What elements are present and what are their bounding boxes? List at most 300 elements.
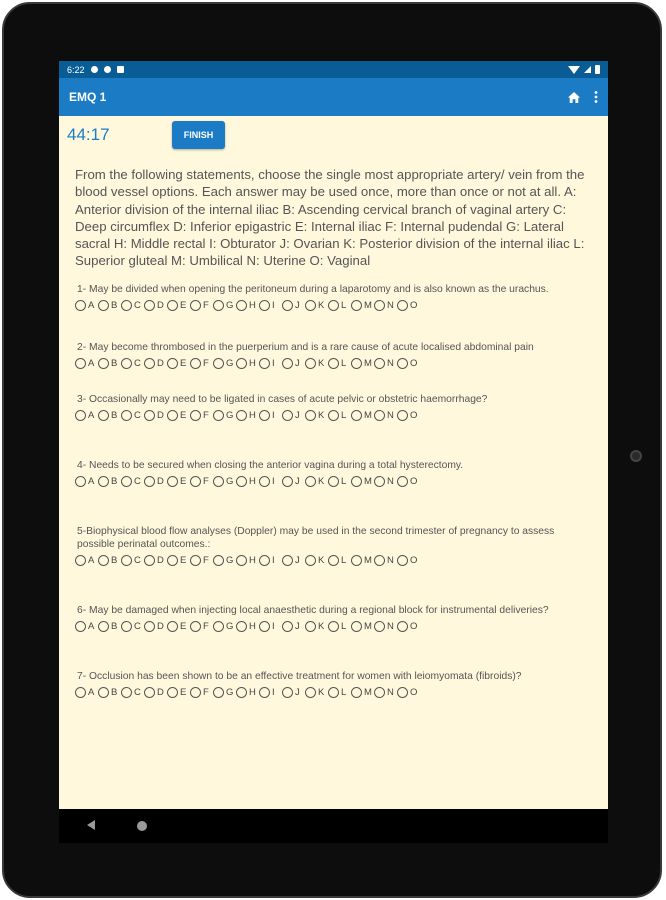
option-letter: O [410, 555, 418, 567]
question-text: 3- Occasionally may need to be ligated in cases of acute pelvic or obstetric haemorrhage? [77, 393, 488, 405]
finish-button[interactable]: FINISH [172, 121, 225, 149]
answer-option-g[interactable] [213, 300, 234, 311]
option-letter: L [341, 410, 347, 422]
radio-button[interactable] [121, 358, 132, 369]
radio-button[interactable] [144, 410, 155, 421]
radio-button[interactable] [328, 358, 339, 369]
answer-options [75, 409, 592, 423]
radio-button[interactable] [374, 410, 385, 421]
radio-button[interactable] [328, 410, 339, 421]
radio-button[interactable] [236, 621, 247, 632]
answer-option-j[interactable] [282, 358, 303, 369]
radio-button[interactable] [75, 621, 86, 632]
radio-button[interactable] [282, 555, 293, 566]
timer-row [59, 116, 608, 154]
answer-option-a[interactable] [75, 555, 96, 566]
radio-button[interactable] [305, 358, 316, 369]
answer-option-n[interactable] [374, 555, 395, 566]
radio-button[interactable] [259, 476, 270, 487]
answer-option-l[interactable] [328, 410, 349, 421]
radio-button[interactable] [190, 410, 201, 421]
radio-button[interactable] [259, 555, 270, 566]
answer-option-h[interactable] [236, 358, 257, 369]
radio-button[interactable] [282, 621, 293, 632]
option-letter: J [295, 410, 300, 422]
radio-button[interactable] [282, 300, 293, 311]
radio-button[interactable] [374, 358, 385, 369]
answer-option-k[interactable] [305, 687, 326, 698]
radio-button[interactable] [328, 621, 339, 632]
option-letter: G [226, 476, 234, 488]
radio-button[interactable] [121, 476, 132, 487]
radio-button[interactable] [282, 476, 293, 487]
option-letter: C [134, 476, 141, 488]
answer-option-l[interactable] [328, 476, 349, 487]
option-letter: B [111, 621, 118, 633]
answer-option-d[interactable] [144, 476, 165, 487]
option-letter: N [387, 358, 394, 370]
option-letter: D [157, 410, 164, 422]
radio-button[interactable] [397, 476, 408, 487]
question-item [75, 341, 592, 371]
radio-button[interactable] [236, 476, 247, 487]
answer-option-l[interactable] [328, 687, 349, 698]
option-letter: J [295, 476, 300, 488]
answer-option-c[interactable] [121, 300, 142, 311]
option-letter: N [387, 476, 394, 488]
answer-option-g[interactable] [213, 687, 234, 698]
answer-option-f[interactable] [190, 300, 211, 311]
answer-option-k[interactable] [305, 410, 326, 421]
answer-option-j[interactable] [282, 476, 303, 487]
radio-button[interactable] [282, 358, 293, 369]
system-nav-bar [59, 809, 608, 843]
radio-button[interactable] [213, 300, 224, 311]
option-letter: G [226, 621, 234, 633]
answer-option-i[interactable] [259, 555, 280, 566]
radio-button[interactable] [121, 555, 132, 566]
option-letter: B [111, 555, 118, 567]
radio-button[interactable] [98, 300, 109, 311]
answer-option-f[interactable] [190, 476, 211, 487]
option-letter: F [203, 621, 209, 633]
option-letter: J [295, 555, 300, 567]
radio-button[interactable] [259, 358, 270, 369]
answer-option-m[interactable] [351, 358, 372, 369]
option-letter: H [249, 687, 256, 699]
answer-option-k[interactable] [305, 555, 326, 566]
answer-option-b[interactable] [98, 300, 119, 311]
option-letter: J [295, 621, 300, 633]
answer-option-c[interactable] [121, 358, 142, 369]
option-letter: C [134, 687, 141, 699]
answer-option-m[interactable] [351, 410, 372, 421]
radio-button[interactable] [259, 687, 270, 698]
option-letter: D [157, 621, 164, 633]
radio-button[interactable] [75, 358, 86, 369]
option-letter: G [226, 555, 234, 567]
option-letter: O [410, 687, 418, 699]
option-letter: A [88, 358, 95, 370]
answer-option-o[interactable] [397, 300, 418, 311]
answer-option-h[interactable] [236, 410, 257, 421]
answer-option-d[interactable] [144, 621, 165, 632]
radio-button[interactable] [98, 555, 109, 566]
answer-option-k[interactable] [305, 476, 326, 487]
radio-button[interactable] [236, 687, 247, 698]
option-letter: C [134, 410, 141, 422]
radio-button[interactable] [144, 358, 155, 369]
settings-notification-icon [91, 66, 98, 73]
answer-option-j[interactable] [282, 621, 303, 632]
question-list [59, 154, 608, 700]
option-letter: N [387, 300, 394, 312]
option-letter: L [341, 621, 347, 633]
answer-option-d[interactable] [144, 555, 165, 566]
option-letter: A [88, 476, 95, 488]
radio-button[interactable] [351, 300, 362, 311]
answer-option-e[interactable] [167, 476, 188, 487]
answer-option-n[interactable] [374, 410, 395, 421]
answer-option-e[interactable] [167, 358, 188, 369]
radio-button[interactable] [305, 687, 316, 698]
radio-button[interactable] [75, 687, 86, 698]
radio-button[interactable] [351, 410, 362, 421]
radio-button[interactable] [190, 687, 201, 698]
question-item [75, 670, 592, 700]
answer-option-c[interactable] [121, 476, 142, 487]
radio-button[interactable] [374, 621, 385, 632]
radio-button[interactable] [259, 410, 270, 421]
option-letter: O [410, 476, 418, 488]
camera-icon [630, 450, 642, 462]
answer-option-e[interactable] [167, 687, 188, 698]
home-circle-icon[interactable] [137, 821, 147, 831]
answer-option-m[interactable] [351, 555, 372, 566]
option-letter: E [180, 687, 187, 699]
radio-button[interactable] [213, 476, 224, 487]
option-letter: F [203, 300, 209, 312]
answer-option-f[interactable] [190, 358, 211, 369]
option-letter: G [226, 300, 234, 312]
option-letter: A [88, 621, 95, 633]
radio-button[interactable] [351, 621, 362, 632]
radio-button[interactable] [259, 621, 270, 632]
radio-button[interactable] [121, 410, 132, 421]
radio-button[interactable] [351, 476, 362, 487]
answer-option-k[interactable] [305, 621, 326, 632]
radio-button[interactable] [374, 476, 385, 487]
radio-button[interactable] [75, 410, 86, 421]
answer-option-j[interactable] [282, 300, 303, 311]
answer-option-f[interactable] [190, 621, 211, 632]
option-letter: I [272, 410, 275, 422]
answer-option-c[interactable] [121, 555, 142, 566]
answer-option-m[interactable] [351, 476, 372, 487]
radio-button[interactable] [397, 300, 408, 311]
radio-button[interactable] [374, 555, 385, 566]
home-icon[interactable] [568, 92, 580, 103]
answer-option-a[interactable] [75, 410, 96, 421]
back-icon[interactable] [87, 820, 95, 830]
answer-option-c[interactable] [121, 410, 142, 421]
radio-button[interactable] [144, 687, 155, 698]
radio-button[interactable] [98, 621, 109, 632]
answer-option-d[interactable] [144, 410, 165, 421]
answer-option-g[interactable] [213, 410, 234, 421]
radio-button[interactable] [121, 621, 132, 632]
answer-option-h[interactable] [236, 621, 257, 632]
answer-option-m[interactable] [351, 300, 372, 311]
radio-button[interactable] [236, 555, 247, 566]
radio-button[interactable] [167, 476, 178, 487]
answer-option-a[interactable] [75, 476, 96, 487]
radio-button[interactable] [397, 410, 408, 421]
answer-option-m[interactable] [351, 621, 372, 632]
answer-option-e[interactable] [167, 621, 188, 632]
answer-option-f[interactable] [190, 687, 211, 698]
option-letter: I [272, 621, 275, 633]
radio-button[interactable] [190, 621, 201, 632]
radio-button[interactable] [305, 555, 316, 566]
radio-button[interactable] [75, 555, 86, 566]
answer-option-j[interactable] [282, 410, 303, 421]
radio-button[interactable] [328, 476, 339, 487]
answer-option-n[interactable] [374, 300, 395, 311]
option-letter: I [272, 358, 275, 370]
radio-button[interactable] [305, 621, 316, 632]
radio-button[interactable] [190, 358, 201, 369]
status-bar [59, 61, 608, 78]
answer-option-i[interactable] [259, 476, 280, 487]
radio-button[interactable] [328, 687, 339, 698]
radio-button[interactable] [374, 300, 385, 311]
question-text: 4- Needs to be secured when closing the anterior vagina during a total hysterectomy. [77, 459, 464, 471]
radio-button[interactable] [144, 300, 155, 311]
radio-button[interactable] [98, 476, 109, 487]
answer-option-o[interactable] [397, 555, 418, 566]
answer-option-d[interactable] [144, 358, 165, 369]
answer-option-d[interactable] [144, 300, 165, 311]
option-letter: H [249, 476, 256, 488]
answer-option-i[interactable] [259, 687, 280, 698]
answer-option-l[interactable] [328, 358, 349, 369]
option-letter: D [157, 358, 164, 370]
answer-option-o[interactable] [397, 358, 418, 369]
radio-button[interactable] [167, 687, 178, 698]
answer-option-e[interactable] [167, 555, 188, 566]
option-letter: C [134, 300, 141, 312]
answer-option-h[interactable] [236, 476, 257, 487]
answer-option-b[interactable] [98, 621, 119, 632]
option-letter: K [318, 410, 325, 422]
answer-option-a[interactable] [75, 300, 96, 311]
answer-option-n[interactable] [374, 358, 395, 369]
answer-option-b[interactable] [98, 476, 119, 487]
radio-button[interactable] [167, 300, 178, 311]
radio-button[interactable] [144, 555, 155, 566]
question-item [75, 604, 592, 634]
answer-option-c[interactable] [121, 687, 142, 698]
radio-button[interactable] [259, 300, 270, 311]
battery-icon [595, 65, 600, 74]
radio-button[interactable] [213, 621, 224, 632]
radio-button[interactable] [351, 358, 362, 369]
radio-button[interactable] [190, 300, 201, 311]
radio-button[interactable] [167, 410, 178, 421]
radio-button[interactable] [236, 358, 247, 369]
radio-button[interactable] [75, 476, 86, 487]
answer-option-f[interactable] [190, 410, 211, 421]
answer-option-f[interactable] [190, 555, 211, 566]
option-letter: F [203, 410, 209, 422]
answer-option-g[interactable] [213, 621, 234, 632]
radio-button[interactable] [144, 621, 155, 632]
answer-option-i[interactable] [259, 300, 280, 311]
radio-button[interactable] [305, 476, 316, 487]
option-letter: F [203, 358, 209, 370]
answer-option-l[interactable] [328, 621, 349, 632]
radio-button[interactable] [213, 555, 224, 566]
option-letter: E [180, 358, 187, 370]
answer-option-a[interactable] [75, 687, 96, 698]
option-letter: B [111, 476, 118, 488]
answer-option-n[interactable] [374, 687, 395, 698]
answer-option-b[interactable] [98, 410, 119, 421]
option-letter: J [295, 687, 300, 699]
answer-option-o[interactable] [397, 687, 418, 698]
option-letter: O [410, 300, 418, 312]
answer-option-g[interactable] [213, 555, 234, 566]
answer-option-i[interactable] [259, 621, 280, 632]
answer-option-e[interactable] [167, 300, 188, 311]
question-text: 1- May be divided when opening the peritoneum during a laparotomy and is also known as the urachus. [77, 283, 549, 295]
radio-button[interactable] [98, 687, 109, 698]
answer-option-l[interactable] [328, 300, 349, 311]
option-letter: K [318, 621, 325, 633]
answer-option-h[interactable] [236, 300, 257, 311]
answer-option-h[interactable] [236, 687, 257, 698]
option-letter: H [249, 555, 256, 567]
radio-button[interactable] [397, 687, 408, 698]
answer-option-g[interactable] [213, 358, 234, 369]
option-letter: D [157, 476, 164, 488]
radio-button[interactable] [144, 476, 155, 487]
radio-button[interactable] [167, 358, 178, 369]
answer-option-n[interactable] [374, 476, 395, 487]
radio-button[interactable] [121, 300, 132, 311]
signal-icon [584, 66, 591, 73]
radio-button[interactable] [328, 300, 339, 311]
answer-option-m[interactable] [351, 687, 372, 698]
radio-button[interactable] [75, 300, 86, 311]
radio-button[interactable] [282, 687, 293, 698]
option-letter: F [203, 476, 209, 488]
radio-button[interactable] [190, 555, 201, 566]
countdown-timer: 44:17 [67, 125, 110, 144]
answer-option-o[interactable] [397, 410, 418, 421]
answer-option-h[interactable] [236, 555, 257, 566]
option-letter: B [111, 300, 118, 312]
answer-option-i[interactable] [259, 410, 280, 421]
answer-option-a[interactable] [75, 358, 96, 369]
option-letter: F [203, 687, 209, 699]
option-letter: H [249, 621, 256, 633]
answer-option-c[interactable] [121, 621, 142, 632]
option-letter: E [180, 621, 187, 633]
answer-option-i[interactable] [259, 358, 280, 369]
option-letter: N [387, 555, 394, 567]
radio-button[interactable] [374, 687, 385, 698]
radio-button[interactable] [236, 410, 247, 421]
question-item [75, 283, 592, 313]
answer-option-n[interactable] [374, 621, 395, 632]
answer-option-b[interactable] [98, 555, 119, 566]
option-letter: J [295, 358, 300, 370]
radio-button[interactable] [351, 555, 362, 566]
question-text: 2- May become thrombosed in the puerperium and is a rare cause of acute localised abdominal pain [77, 341, 534, 353]
answer-options [75, 357, 592, 371]
radio-button[interactable] [397, 358, 408, 369]
option-letter: D [157, 555, 164, 567]
sync-notification-icon [104, 66, 111, 73]
radio-button[interactable] [397, 621, 408, 632]
question-text: 5-Biophysical blood flow analyses (Doppler) may be used in the second trimester of pregnancy to assess possible perinatal outcomes.: [77, 525, 555, 550]
option-letter: M [364, 300, 372, 312]
answer-option-a[interactable] [75, 621, 96, 632]
question-text: 7- Occlusion has been shown to be an effective treatment for women with leiomyomata (fibroids)? [77, 670, 522, 682]
answer-option-k[interactable] [305, 358, 326, 369]
radio-button[interactable] [282, 410, 293, 421]
answer-option-g[interactable] [213, 476, 234, 487]
answer-option-l[interactable] [328, 555, 349, 566]
radio-button[interactable] [190, 476, 201, 487]
answer-option-j[interactable] [282, 555, 303, 566]
radio-button[interactable] [167, 621, 178, 632]
option-letter: M [364, 555, 372, 567]
radio-button[interactable] [328, 555, 339, 566]
answer-option-o[interactable] [397, 621, 418, 632]
more-vert-icon[interactable] [594, 91, 598, 103]
option-letter: K [318, 555, 325, 567]
option-letter: I [272, 555, 275, 567]
radio-button[interactable] [305, 300, 316, 311]
answer-option-e[interactable] [167, 410, 188, 421]
answer-option-b[interactable] [98, 687, 119, 698]
answer-option-d[interactable] [144, 687, 165, 698]
radio-button[interactable] [305, 410, 316, 421]
option-letter: H [249, 410, 256, 422]
answer-option-b[interactable] [98, 358, 119, 369]
radio-button[interactable] [98, 410, 109, 421]
radio-button[interactable] [167, 555, 178, 566]
radio-button[interactable] [351, 687, 362, 698]
radio-button[interactable] [98, 358, 109, 369]
radio-button[interactable] [213, 358, 224, 369]
answer-option-k[interactable] [305, 300, 326, 311]
radio-button[interactable] [121, 687, 132, 698]
radio-button[interactable] [213, 687, 224, 698]
question-item [75, 459, 592, 489]
answer-options [75, 686, 592, 700]
answer-option-o[interactable] [397, 476, 418, 487]
radio-button[interactable] [213, 410, 224, 421]
radio-button[interactable] [236, 300, 247, 311]
option-letter: C [134, 358, 141, 370]
answer-option-j[interactable] [282, 687, 303, 698]
radio-button[interactable] [397, 555, 408, 566]
option-letter: M [364, 476, 372, 488]
